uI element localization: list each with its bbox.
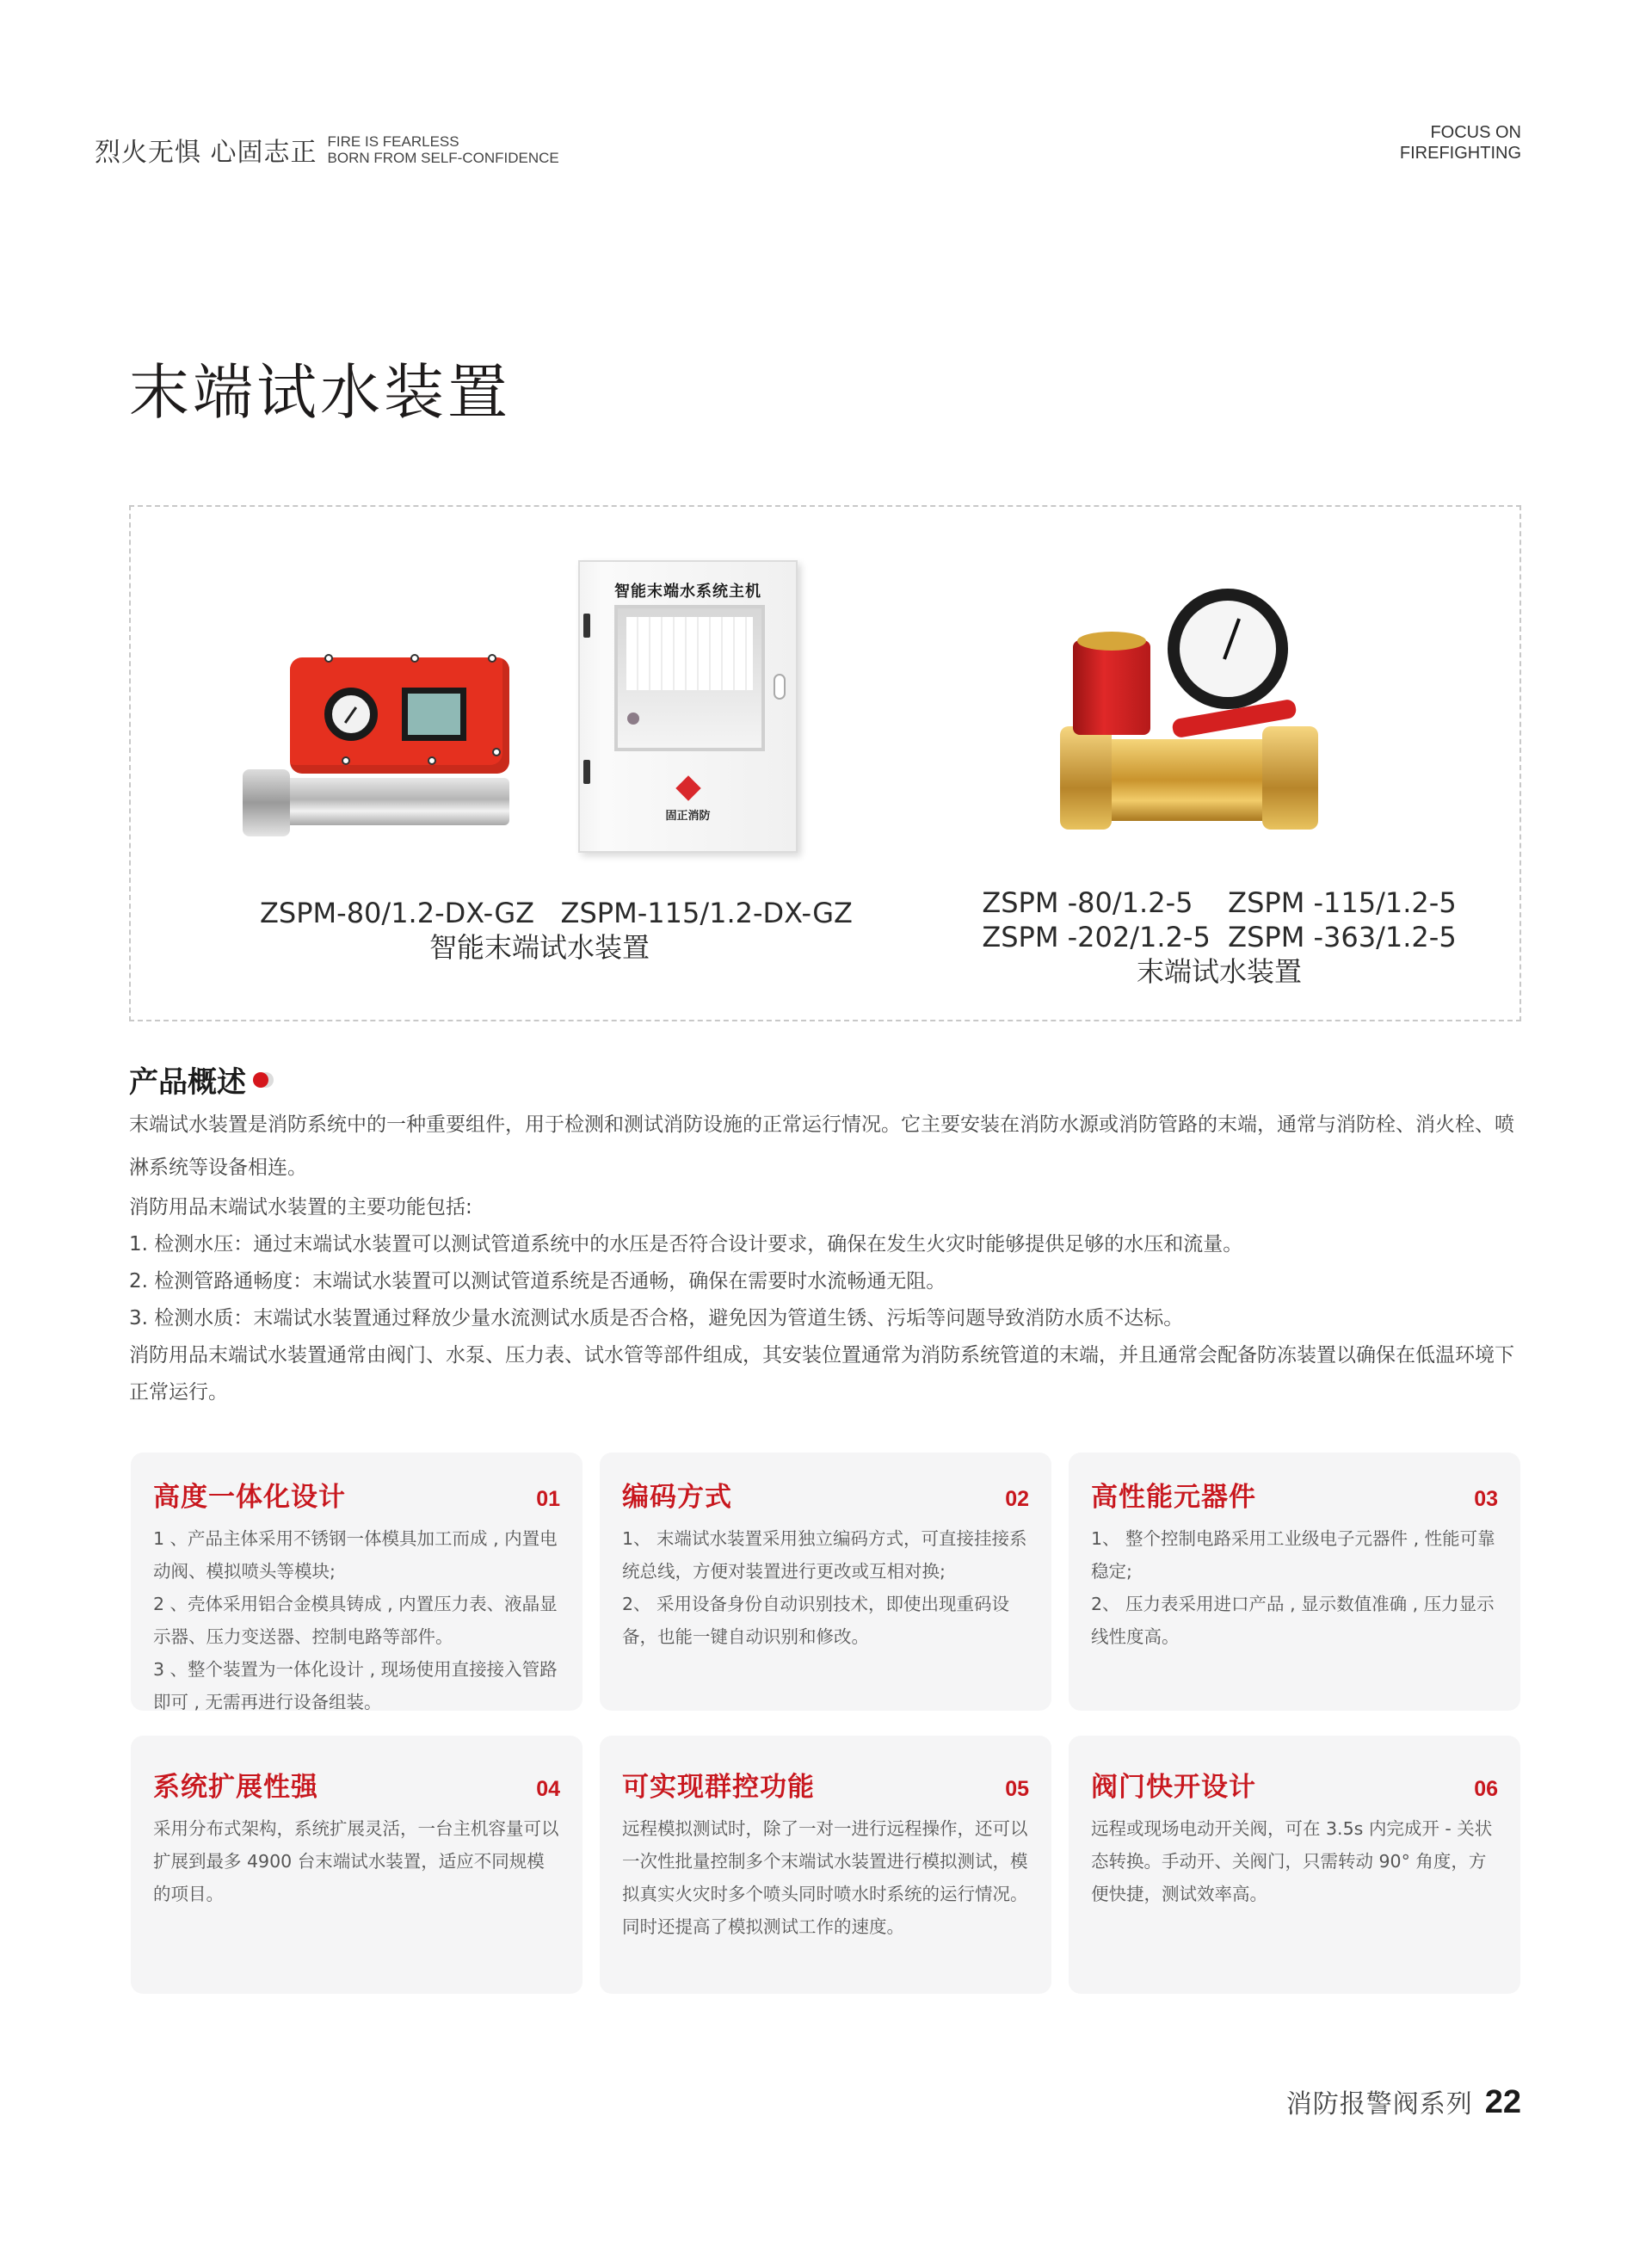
overview-paragraph: 末端试水装置是消防系统中的一种重要组件，用于检测和测试消防设施的正常运行情况。它主要安装在消防水源或消防管路的末端，通常与消防栓、消火栓、喷淋系统等设备相连。	[129, 1114, 1514, 1179]
feature-title: 阀门快开设计	[1091, 1772, 1256, 1803]
tagline-line1: FOCUS ON	[1430, 123, 1521, 142]
feature-text: 1、 整个控制电路采用工业级电子元器件 , 性能可靠稳定;	[1091, 1528, 1495, 1582]
feature-text: 2、 采用设备身份自动识别技术，即使出现重码设备，也能一键自动识别和修改。	[622, 1594, 1010, 1647]
page-footer	[1286, 2082, 1521, 2121]
bolt-icon	[410, 654, 419, 663]
feature-title: 编码方式	[622, 1482, 732, 1513]
feature-text: 1、 末端试水装置采用独立编码方式，可直接挂接系统总线，方便对装置进行更改或互相对换;	[622, 1528, 1027, 1582]
brand-name: 固正消防	[665, 810, 711, 823]
lcd-display	[402, 688, 466, 741]
feature-title: 可实现群控功能	[622, 1772, 815, 1803]
feature-number: 06	[1474, 1777, 1498, 1801]
bolt-icon	[324, 654, 333, 663]
feature-card	[600, 1453, 1051, 1711]
feature-number: 01	[536, 1487, 560, 1511]
bolt-icon	[492, 748, 501, 756]
bolt-icon	[342, 756, 350, 765]
header-slogan	[95, 131, 559, 169]
feature-title: 高性能元器件	[1091, 1482, 1256, 1513]
overview-paragraph: 3. 检测水质：末端试水装置通过释放少量水流测试水质是否合格，避免因为管道生锈、污垢等问题导致消防水质不达标。	[129, 1307, 1184, 1330]
overview-heading	[129, 1058, 272, 1101]
product-name: 智能末端试水装置	[428, 931, 650, 964]
cabinet-window	[614, 605, 765, 751]
page-title: 末端试水装置	[129, 357, 511, 428]
feature-card	[1069, 1453, 1520, 1711]
tagline-line2: FIREFIGHTING	[1399, 144, 1521, 163]
pipe-union-nut	[243, 769, 290, 836]
slogan-en-line1: FIRE IS FEARLESS	[327, 133, 459, 150]
overview-paragraph: 2. 检测管路通畅度：末端试水装置可以测试管道系统是否通畅，确保在需要时水流畅通无阻。	[129, 1270, 946, 1292]
overview-text	[129, 1103, 1523, 1411]
overview-paragraph: 1. 检测水压：通过末端试水装置可以测试管道系统中的水压是否符合设计要求，确保在发生火灾时能够提供足够的水压和流量。	[129, 1233, 1243, 1255]
bolt-icon	[428, 756, 436, 765]
feature-text: 1 、产品主体采用不锈钢一体模具加工而成 , 内置电动阀、模拟喷头等模块;	[153, 1528, 558, 1582]
header-tagline	[1400, 122, 1521, 163]
product-caption-smart	[260, 896, 853, 965]
cabinet-label: 智能末端水系统主机	[614, 583, 761, 601]
feature-text: 采用分布式架构，系统扩展灵活，一台主机容量可以扩展到最多 4900 台末端试水装置，适应不同规模的项目。	[153, 1818, 559, 1904]
overview-paragraph: 消防用品末端试水装置的主要功能包括:	[129, 1196, 472, 1218]
gz-cube-logo-icon	[675, 775, 700, 800]
pressure-gauge-icon	[1168, 589, 1288, 709]
toggle-dot-icon	[253, 1070, 272, 1089]
hinge-icon	[583, 614, 590, 638]
feature-card	[1069, 1736, 1520, 1994]
feature-text: 3 、整个装置为一体化设计 , 现场使用直接接入管路即可 , 无需再进行设备组装。	[153, 1659, 558, 1712]
product-caption-standard	[940, 885, 1499, 989]
pressure-gauge-icon	[324, 688, 378, 741]
series-name: 消防报警阀系列	[1285, 2089, 1473, 2119]
red-control-housing	[290, 657, 509, 774]
brass-valve-outlet	[1262, 726, 1318, 830]
feature-number: 04	[536, 1777, 560, 1801]
red-solenoid	[1073, 640, 1150, 735]
feature-card	[600, 1736, 1051, 1994]
slogan-cn: 烈火无惧 心固志正	[95, 138, 317, 168]
slogan-en	[328, 133, 559, 166]
feature-card	[131, 1453, 583, 1711]
feature-text: 远程模拟测试时，除了一对一进行远程操作，还可以一次性批量控制多个末端试水装置进行模拟测试，模拟真实火灾时多个喷头同时喷水时系统的运行情况。同时还提高了模拟测试工作的速度。	[622, 1818, 1028, 1937]
feature-number: 03	[1474, 1487, 1498, 1511]
slogan-en-line2: BORN FROM SELF-CONFIDENCE	[327, 150, 559, 166]
overview-paragraph: 消防用品末端试水装置通常由阀门、水泵、压力表、试水管等部件组成，其安装位置通常为消防系统管道的末端，并且通常会配备防冻装置以确保在低温环境下正常运行。	[129, 1344, 1514, 1404]
feature-text: 远程或现场电动开关阀，可在 3.5s 内完成开 - 关状态转换。手动开、关阀门，只需转动 90° 角度，方便快捷，测试效率高。	[1091, 1818, 1493, 1904]
feature-title: 高度一体化设计	[153, 1482, 346, 1513]
product-name: 末端试水装置	[1136, 955, 1302, 988]
model-numbers-line1: ZSPM -80/1.2-5 ZSPM -115/1.2-5	[982, 886, 1457, 919]
product-showcase	[129, 505, 1521, 1021]
feature-card	[131, 1736, 583, 1994]
feature-number: 02	[1005, 1487, 1029, 1511]
bolt-icon	[488, 654, 496, 663]
door-lock-icon	[774, 674, 786, 700]
feature-text: 2 、壳体采用铝合金模具铸成 , 内置压力表、液晶显示器、压力变送器、控制电路等部件。	[153, 1594, 558, 1647]
brand-logo	[580, 777, 796, 823]
model-numbers: ZSPM-80/1.2-DX-GZ ZSPM-115/1.2-DX-GZ	[260, 897, 853, 929]
overview-title: 产品概述	[129, 1065, 246, 1100]
feature-text: 2、 压力表采用进口产品 , 显示数值准确 , 压力显示线性度高。	[1091, 1594, 1495, 1647]
brass-valve-inlet	[1060, 726, 1112, 830]
feature-title: 系统扩展性强	[153, 1772, 318, 1803]
brass-test-valve-image	[1043, 589, 1335, 847]
cabinet-knob	[627, 713, 639, 725]
page-number: 22	[1484, 2084, 1521, 2120]
smart-test-device-image	[247, 649, 522, 855]
feature-number: 05	[1005, 1777, 1029, 1801]
host-cabinet-image	[578, 560, 798, 853]
model-numbers-line2: ZSPM -202/1.2-5 ZSPM -363/1.2-5	[982, 921, 1457, 953]
